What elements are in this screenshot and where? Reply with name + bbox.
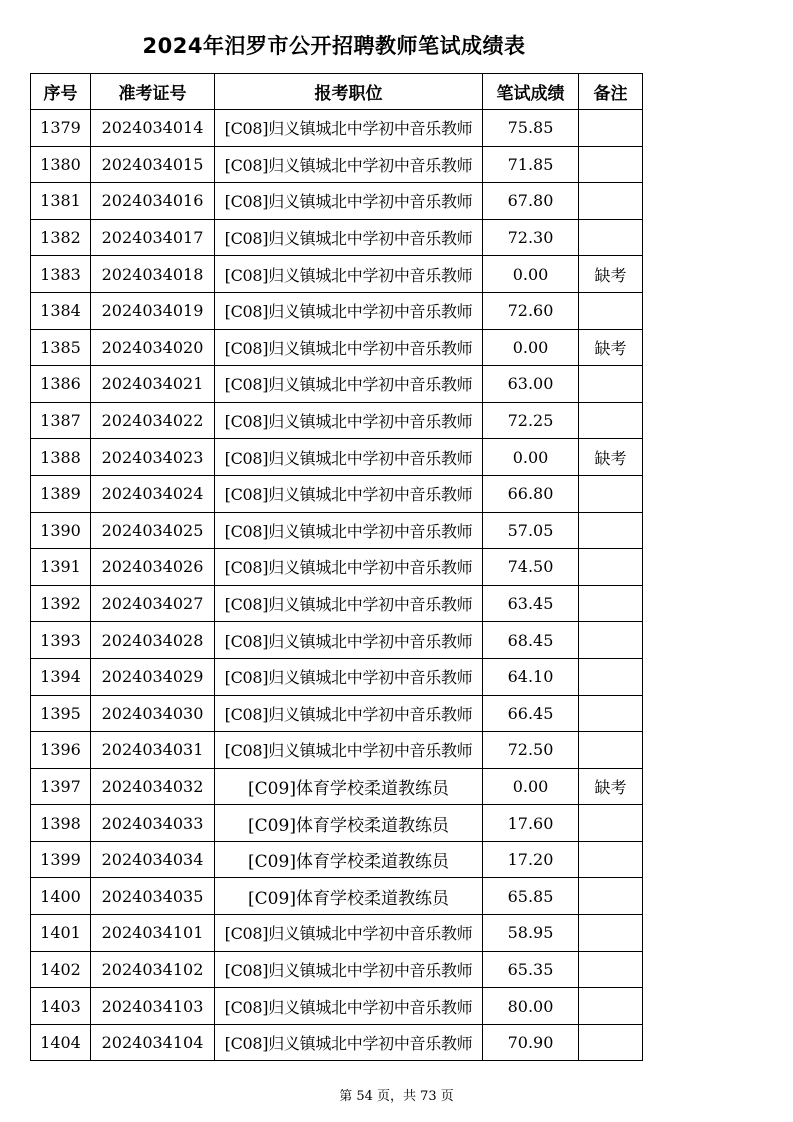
cell-note: [579, 658, 643, 695]
cell-seq: 1394: [31, 658, 91, 695]
cell-seq: 1385: [31, 329, 91, 366]
cell-score: 17.60: [483, 805, 579, 842]
cell-position: [C08]归义镇城北中学初中音乐教师: [215, 219, 483, 256]
cell-exam-id: 2024034018: [91, 256, 215, 293]
cell-note: [579, 366, 643, 403]
cell-position: [C08]归义镇城北中学初中音乐教师: [215, 1024, 483, 1061]
cell-note: [579, 219, 643, 256]
cell-seq: 1390: [31, 512, 91, 549]
table-row: [31, 622, 643, 659]
cell-exam-id: 2024034102: [91, 951, 215, 988]
header-exam-id: 准考证号: [91, 74, 215, 110]
table-row: [31, 1024, 643, 1061]
cell-position: [C08]归义镇城北中学初中音乐教师: [215, 915, 483, 952]
cell-seq: 1397: [31, 768, 91, 805]
cell-score: 66.45: [483, 695, 579, 732]
cell-note: [579, 549, 643, 586]
cell-note: 缺考: [579, 329, 643, 366]
cell-exam-id: 2024034034: [91, 841, 215, 878]
cell-seq: 1404: [31, 1024, 91, 1061]
cell-exam-id: 2024034103: [91, 988, 215, 1025]
cell-note: [579, 585, 643, 622]
cell-score: 0.00: [483, 768, 579, 805]
cell-seq: 1398: [31, 805, 91, 842]
cell-seq: 1403: [31, 988, 91, 1025]
cell-seq: 1402: [31, 951, 91, 988]
cell-position: [C08]归义镇城北中学初中音乐教师: [215, 658, 483, 695]
table-header-row: [31, 74, 643, 110]
cell-exam-id: 2024034017: [91, 219, 215, 256]
cell-score: 70.90: [483, 1024, 579, 1061]
cell-seq: 1381: [31, 183, 91, 220]
cell-exam-id: 2024034020: [91, 329, 215, 366]
cell-exam-id: 2024034033: [91, 805, 215, 842]
cell-seq: 1384: [31, 292, 91, 329]
cell-seq: 1401: [31, 915, 91, 952]
table-row: [31, 951, 643, 988]
cell-score: 80.00: [483, 988, 579, 1025]
table-row: [31, 988, 643, 1025]
cell-position: [C09]体育学校柔道教练员: [215, 805, 483, 842]
cell-note: [579, 402, 643, 439]
cell-note: [579, 475, 643, 512]
cell-exam-id: 2024034101: [91, 915, 215, 952]
cell-note: [579, 988, 643, 1025]
table-row: [31, 732, 643, 769]
cell-note: [579, 695, 643, 732]
cell-position: [C08]归义镇城北中学初中音乐教师: [215, 512, 483, 549]
cell-score: 68.45: [483, 622, 579, 659]
cell-score: 72.50: [483, 732, 579, 769]
cell-position: [C08]归义镇城北中学初中音乐教师: [215, 366, 483, 403]
cell-note: [579, 841, 643, 878]
cell-exam-id: 2024034014: [91, 110, 215, 147]
cell-seq: 1393: [31, 622, 91, 659]
cell-seq: 1391: [31, 549, 91, 586]
table-row: [31, 366, 643, 403]
header-note: 备注: [579, 74, 643, 110]
table-row: [31, 512, 643, 549]
cell-seq: 1379: [31, 110, 91, 147]
cell-score: 64.10: [483, 658, 579, 695]
cell-exam-id: 2024034021: [91, 366, 215, 403]
cell-exam-id: 2024034027: [91, 585, 215, 622]
cell-note: [579, 878, 643, 915]
cell-position: [C08]归义镇城北中学初中音乐教师: [215, 549, 483, 586]
cell-score: 72.25: [483, 402, 579, 439]
cell-score: 57.05: [483, 512, 579, 549]
cell-seq: 1383: [31, 256, 91, 293]
cell-position: [C08]归义镇城北中学初中音乐教师: [215, 402, 483, 439]
cell-exam-id: 2024034019: [91, 292, 215, 329]
header-seq: 序号: [31, 74, 91, 110]
cell-score: 74.50: [483, 549, 579, 586]
cell-position: [C08]归义镇城北中学初中音乐教师: [215, 732, 483, 769]
cell-position: [C09]体育学校柔道教练员: [215, 841, 483, 878]
table-row: [31, 329, 643, 366]
cell-seq: 1388: [31, 439, 91, 476]
table-row: [31, 585, 643, 622]
cell-position: [C08]归义镇城北中学初中音乐教师: [215, 256, 483, 293]
table-row: [31, 256, 643, 293]
cell-position: [C08]归义镇城北中学初中音乐教师: [215, 110, 483, 147]
cell-exam-id: 2024034023: [91, 439, 215, 476]
cell-exam-id: 2024034029: [91, 658, 215, 695]
cell-note: [579, 512, 643, 549]
header-score: 笔试成绩: [483, 74, 579, 110]
cell-position: [C09]体育学校柔道教练员: [215, 768, 483, 805]
cell-position: [C08]归义镇城北中学初中音乐教师: [215, 146, 483, 183]
cell-seq: 1389: [31, 475, 91, 512]
cell-exam-id: 2024034025: [91, 512, 215, 549]
cell-exam-id: 2024034030: [91, 695, 215, 732]
cell-seq: 1400: [31, 878, 91, 915]
cell-exam-id: 2024034024: [91, 475, 215, 512]
cell-score: 0.00: [483, 439, 579, 476]
table-row: [31, 878, 643, 915]
cell-score: 71.85: [483, 146, 579, 183]
cell-exam-id: 2024034028: [91, 622, 215, 659]
table-row: [31, 402, 643, 439]
cell-seq: 1380: [31, 146, 91, 183]
cell-note: [579, 951, 643, 988]
cell-exam-id: 2024034016: [91, 183, 215, 220]
cell-note: 缺考: [579, 256, 643, 293]
cell-seq: 1399: [31, 841, 91, 878]
table-row: [31, 475, 643, 512]
cell-position: [C09]体育学校柔道教练员: [215, 878, 483, 915]
cell-exam-id: 2024034035: [91, 878, 215, 915]
cell-score: 0.00: [483, 329, 579, 366]
table-row: [31, 549, 643, 586]
cell-score: 0.00: [483, 256, 579, 293]
cell-score: 67.80: [483, 183, 579, 220]
table-row: [31, 110, 643, 147]
table-row: [31, 439, 643, 476]
header-position: 报考职位: [215, 74, 483, 110]
table-row: [31, 183, 643, 220]
cell-position: [C08]归义镇城北中学初中音乐教师: [215, 475, 483, 512]
cell-exam-id: 2024034031: [91, 732, 215, 769]
cell-note: 缺考: [579, 768, 643, 805]
cell-seq: 1392: [31, 585, 91, 622]
page-footer: 第 54 页，共 73 页: [339, 1089, 454, 1104]
cell-note: [579, 1024, 643, 1061]
table-body: [31, 110, 643, 1061]
cell-position: [C08]归义镇城北中学初中音乐教师: [215, 622, 483, 659]
cell-exam-id: 2024034022: [91, 402, 215, 439]
cell-position: [C08]归义镇城北中学初中音乐教师: [215, 439, 483, 476]
cell-score: 65.35: [483, 951, 579, 988]
cell-score: 63.00: [483, 366, 579, 403]
table-row: [31, 915, 643, 952]
cell-note: [579, 915, 643, 952]
cell-score: 72.60: [483, 292, 579, 329]
cell-position: [C08]归义镇城北中学初中音乐教师: [215, 585, 483, 622]
table-row: [31, 768, 643, 805]
cell-note: [579, 146, 643, 183]
cell-note: [579, 110, 643, 147]
table-row: [31, 658, 643, 695]
cell-score: 75.85: [483, 110, 579, 147]
cell-seq: 1395: [31, 695, 91, 732]
cell-score: 17.20: [483, 841, 579, 878]
cell-score: 58.95: [483, 915, 579, 952]
cell-position: [C08]归义镇城北中学初中音乐教师: [215, 951, 483, 988]
cell-position: [C08]归义镇城北中学初中音乐教师: [215, 292, 483, 329]
cell-seq: 1396: [31, 732, 91, 769]
cell-note: [579, 183, 643, 220]
cell-seq: 1382: [31, 219, 91, 256]
cell-note: 缺考: [579, 439, 643, 476]
cell-note: [579, 732, 643, 769]
table-row: [31, 695, 643, 732]
cell-exam-id: 2024034032: [91, 768, 215, 805]
cell-position: [C08]归义镇城北中学初中音乐教师: [215, 183, 483, 220]
table-row: [31, 841, 643, 878]
table-row: [31, 805, 643, 842]
table-row: [31, 292, 643, 329]
page-title: 2024年汨罗市公开招聘教师笔试成绩表: [142, 34, 526, 58]
cell-exam-id: 2024034026: [91, 549, 215, 586]
cell-position: [C08]归义镇城北中学初中音乐教师: [215, 695, 483, 732]
cell-score: 72.30: [483, 219, 579, 256]
cell-note: [579, 292, 643, 329]
cell-note: [579, 622, 643, 659]
table-row: [31, 219, 643, 256]
cell-seq: 1386: [31, 366, 91, 403]
cell-position: [C08]归义镇城北中学初中音乐教师: [215, 329, 483, 366]
cell-position: [C08]归义镇城北中学初中音乐教师: [215, 988, 483, 1025]
score-table: [30, 73, 643, 1061]
cell-score: 66.80: [483, 475, 579, 512]
cell-exam-id: 2024034104: [91, 1024, 215, 1061]
cell-exam-id: 2024034015: [91, 146, 215, 183]
cell-score: 63.45: [483, 585, 579, 622]
cell-score: 65.85: [483, 878, 579, 915]
cell-seq: 1387: [31, 402, 91, 439]
cell-note: [579, 805, 643, 842]
table-row: [31, 146, 643, 183]
